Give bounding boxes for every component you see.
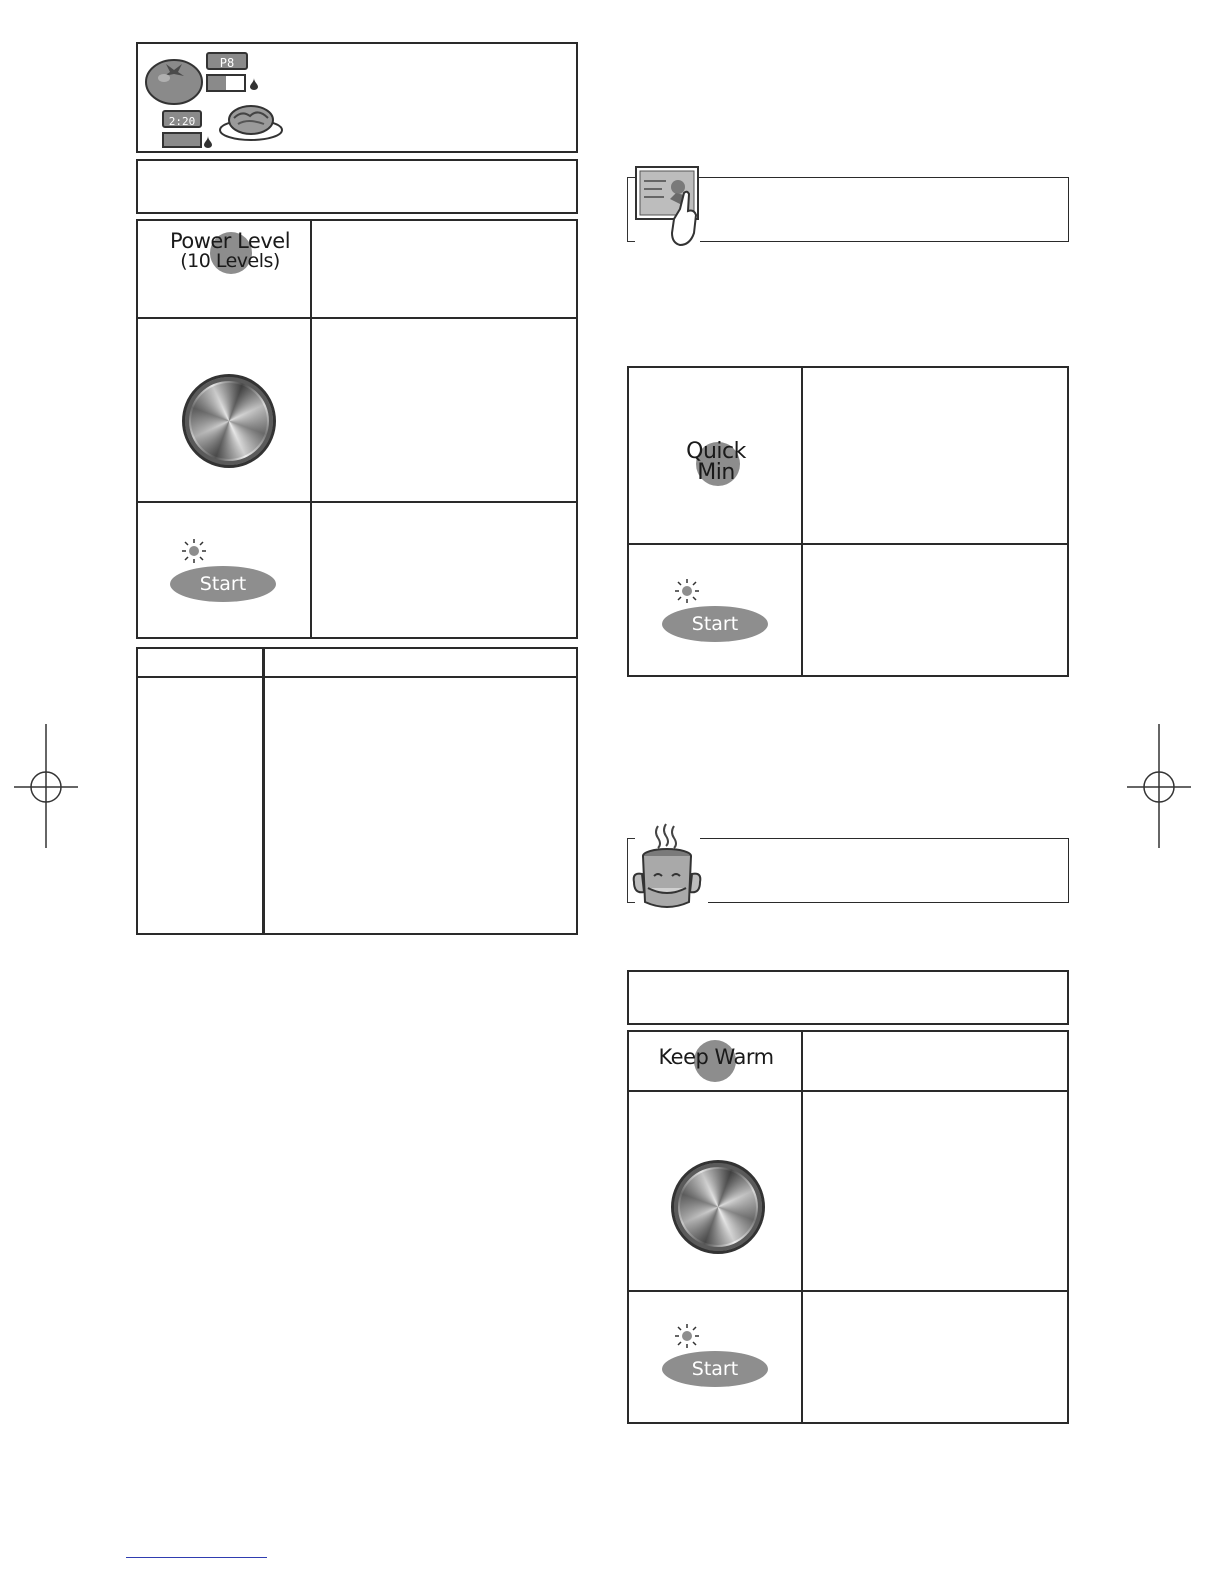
steaming-mug-icon — [630, 822, 712, 914]
table-divider — [801, 366, 803, 677]
table-row-divider — [136, 501, 578, 503]
keep-warm-label: Keep Warm — [658, 1045, 774, 1069]
chart-header-divider — [136, 676, 578, 678]
food-illustration-box — [136, 42, 578, 153]
dial-knob-icon[interactable] — [671, 1160, 765, 1254]
time-display-text: 2:20 — [168, 115, 196, 128]
quick-min-sublabel: Min — [697, 460, 735, 486]
water-drop-icon — [204, 136, 212, 148]
quick-min-button[interactable] — [676, 438, 756, 492]
quick-min-label: Quick — [686, 439, 746, 464]
sun-indicator-icon — [182, 539, 206, 563]
footer-line — [126, 1557, 267, 1558]
tip-box — [708, 838, 1069, 903]
power-display — [206, 52, 248, 70]
table-divider — [310, 219, 312, 639]
power-level-label: Power Level — [169, 229, 291, 253]
registration-mark-icon — [1127, 724, 1191, 848]
section-heading-box — [627, 970, 1069, 1025]
section-heading-box — [136, 159, 578, 214]
tip-box — [700, 177, 1069, 242]
sun-indicator-icon — [675, 1324, 699, 1348]
table-row-divider — [627, 543, 1069, 545]
table-row-divider — [136, 317, 578, 319]
food-plate-icon — [218, 102, 284, 142]
chart-column-divider — [262, 647, 265, 935]
sun-indicator-icon — [675, 579, 699, 603]
time-display — [162, 110, 202, 128]
table-row-divider — [627, 1290, 1069, 1292]
power-display-text: P8 — [219, 56, 235, 70]
power-level-chart-table — [136, 647, 578, 935]
power-level-button[interactable] — [160, 228, 300, 288]
start-button[interactable]: Start — [662, 606, 768, 642]
start-button[interactable]: Start — [170, 566, 276, 602]
registration-mark-icon — [14, 724, 78, 848]
dial-knob-icon[interactable] — [182, 374, 276, 468]
moisture-gauge — [206, 74, 246, 92]
tomato-icon — [144, 54, 204, 106]
keep-warm-button[interactable] — [648, 1038, 784, 1084]
power-level-sublabel: (10 Levels) — [180, 250, 280, 273]
water-drop-icon — [250, 78, 258, 90]
start-button[interactable]: Start — [662, 1351, 768, 1387]
table-row-divider — [627, 1090, 1069, 1092]
full-gauge — [162, 132, 202, 148]
tip-hand-icon — [632, 163, 704, 249]
